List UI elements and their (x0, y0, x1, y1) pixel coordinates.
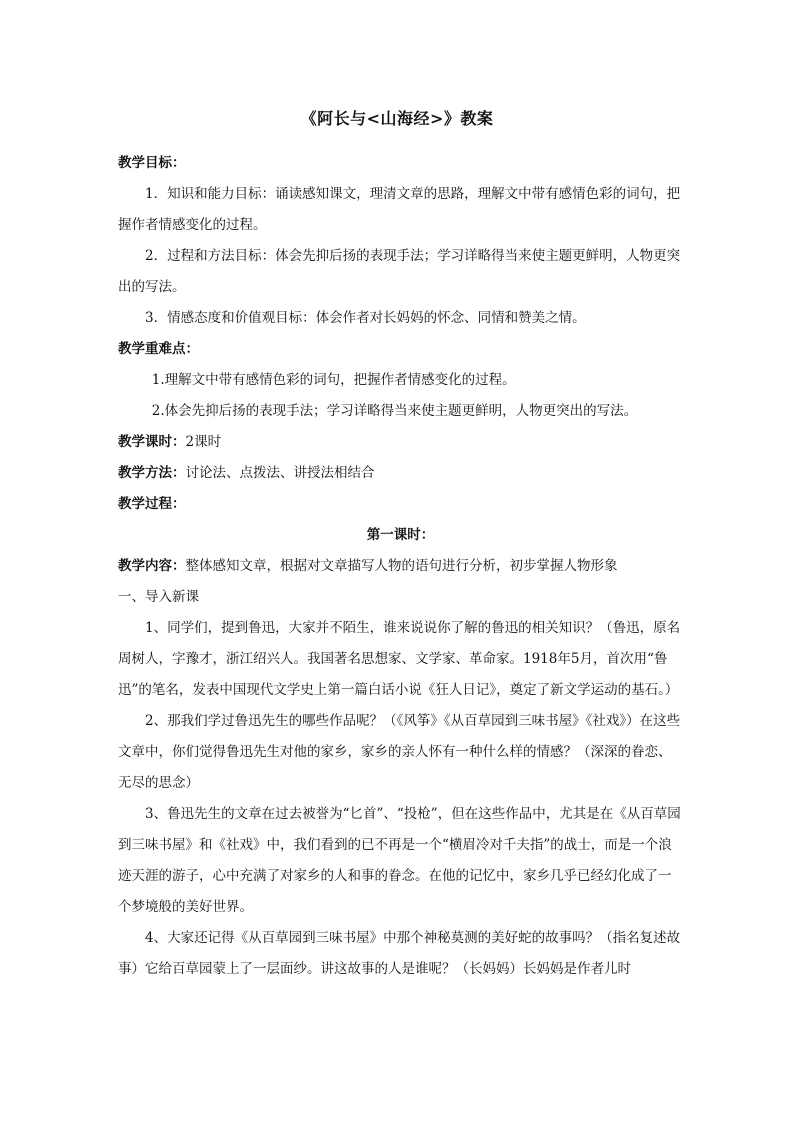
objective-item: 1．知识和能力目标：诵读感知课文，理清文章的思路，理解文中带有感情色彩的词句，把握作者情感变化的过程。 (118, 186, 681, 233)
methods-label: 教学方法： (118, 465, 186, 481)
methods-line (118, 458, 683, 489)
lesson1-heading: 第一课时： (366, 527, 435, 543)
key-point-item: 2.体会先抑后扬的表现手法；学习详略得当来使主题更鲜明，人物更突出的写法。 (151, 403, 638, 419)
lesson1-content-value: 整体感知文章，根据对文章描写人物的语句进行分析，初步掌握人物形象 (185, 558, 618, 574)
key-points-heading: 教学重难点： (118, 341, 199, 357)
objectives-heading: 教学目标： (118, 155, 186, 171)
lesson-paragraph: 1、同学们，提到鲁迅，大家并不陌生，谁来说说你了解的鲁迅的相关知识？（鲁迅，原名周树人，字豫才，浙江绍兴人。我国著名思想家、文学家、革命家。1918年5月，首次用“鲁迅”的笔名，发表中国现代文学史上第一篇白话小说《狂人日记》，奠定了新文学运动的基石。） (118, 620, 681, 698)
methods-value: 讨论法、点拨法、讲授法相结合 (185, 465, 375, 481)
lesson1-content-label: 教学内容： (118, 558, 186, 574)
hours-label: 教学课时： (118, 434, 186, 450)
hours-value: 2课时 (185, 434, 222, 450)
process-heading: 教学过程： (118, 496, 186, 512)
section-title: 一、导入新课 (118, 589, 199, 605)
key-point-item: 1.理解文中带有感情色彩的词句，把握作者情感变化的过程。 (151, 372, 516, 388)
objective-item: 3．情感态度和价值观目标：体会作者对长妈妈的怀念、同情和赞美之情。 (145, 310, 586, 326)
lesson-paragraph: 3、鲁迅先生的文章在过去被誉为“匕首”、“投枪”，但在这些作品中，尤其是在《从百草园到三味书屋》和《社戏》中，我们看到的已不再是一个“横眉冷对千夫指”的战士，而是一个浪迹天涯的游子，心中充满了对家乡的人和事的眷念。在他的记忆中，家乡几乎已经幻化成了一个梦境般的美好世界。 (118, 806, 681, 915)
hours-line (118, 427, 683, 458)
lesson-paragraph: 4、大家还记得《从百草园到三味书屋》中那个神秘莫测的美好蛇的故事吗？（指名复述故事）它给百草园蒙上了一层面纱。讲这故事的人是谁呢？（长妈妈）长妈妈是作者儿时 (118, 930, 681, 977)
document-body (118, 148, 683, 985)
document-title: 《阿长与<山海经>》教案 (300, 109, 494, 128)
lesson-paragraph: 2、那我们学过鲁迅先生的哪些作品呢？（《风筝》《从百草园到三味书屋》《社戏》）在这些文章中，你们觉得鲁迅先生对他的家乡，家乡的亲人怀有一种什么样的情感？（深深的眷恋、无尽的思念） (118, 713, 681, 791)
lesson1-content-line (118, 551, 683, 582)
objective-item: 2．过程和方法目标：体会先抑后扬的表现手法；学习详略得当来使主题更鲜明，人物更突出的写法。 (118, 248, 681, 295)
